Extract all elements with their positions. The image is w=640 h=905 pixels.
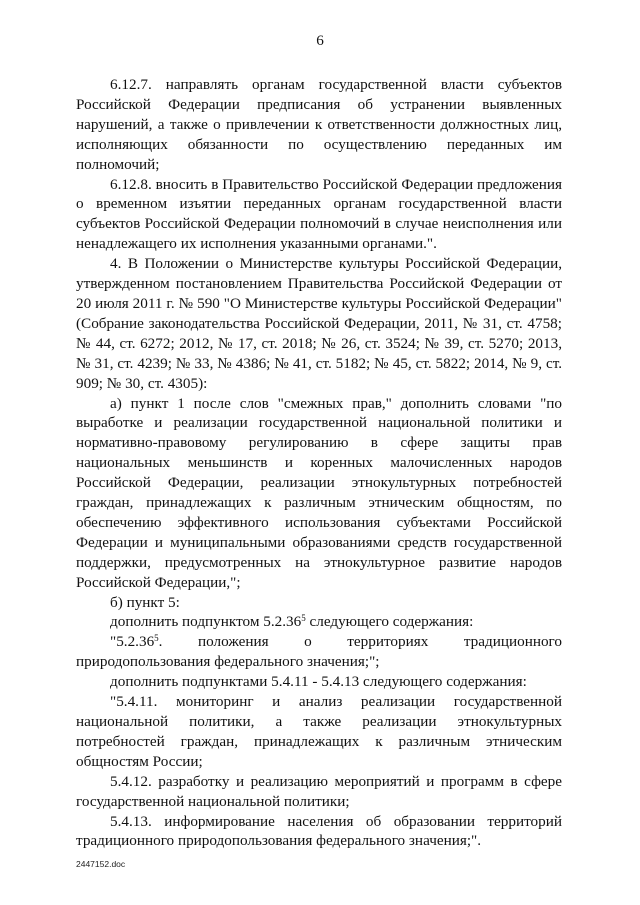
quote-5-4-11: "5.4.11. мониторинг и анализ реализации государственной национальной политики, а также реализации этнокультурных потребностей граждан, принадлежащих к различным этническим общностям России; [76,693,562,770]
paragraph-add-5-2-36 [76,612,562,632]
paragraph-6-12-8: 6.12.8. вносить в Правительство Российской Федерации предложения о временном изъятии переданных органам государственной власти субъектов Российской Федерации полномочий в случае неисполнения или ненадлежащего их исполнения указанными органами.". [76,175,562,253]
quote-5-2-36 [76,632,562,672]
paragraph-subitem-b: б) пункт 5: [110,593,180,611]
superscript: 5 [154,633,159,644]
text-before: "5.2.36 [110,633,155,651]
text-before: дополнить подпунктом 5.2.36 [110,613,302,631]
quote-5-4-12: 5.4.12. разработку и реализацию мероприятий и программ в сфере государственной национальной политики; [76,772,562,810]
document-body [76,75,562,851]
footer-document-code: 2447152.doc [76,859,126,869]
paragraph-subitem-a: а) пункт 1 после слов "смежных прав," дополнить словами "по выработке и реализации государственной национальной политики и нормативно-правовому регулированию в сфере защиты прав национальных меньшинств и коренных малочисленных народов Российской Федерации, реализации этнокультурных потребностей граждан, принадлежащих к различным этническим общностям, по обеспечению эффективного использования субъектами Российской Федерации и муниципальными образованиями средств государственной поддержки, предусмотренных на этнокультурное развитие народов Российской Федерации,"; [76,394,562,591]
superscript: 5 [301,613,306,624]
text-after: следующего содержания: [305,613,474,631]
quote-5-4-13: 5.4.13. информирование населения об образовании территорий традиционного природопользования федерального значения;". [76,812,562,850]
paragraph-6-12-7: 6.12.7. направлять органам государственной власти субъектов Российской Федерации предписания об устранении выявленных нарушений, а также о привлечении к ответственности должностных лиц, исполняющих обязанности по осуществлению переданных им полномочий; [76,76,562,173]
text-after: . положения о территориях традиционного природопользования федерального значения;"; [76,633,562,671]
page-number: 6 [316,32,324,49]
paragraph-item-4: 4. В Положении о Министерстве культуры Российской Федерации, утвержденном постановлением Правительства Российской Федерации от 20 июля 2011 г. № 590 "О Министерстве культуры Российской Федерации" (Собрание законодательства Российской Федерации, 2011, № 31, ст. 4758; № 44, ст. 6272; 2012, № 17, ст. 2018; № 26, ст. 3524; № 39, ст. 5270; 2013, № 31, ст. 4239; № 33, № 4386; № 41, ст. 5182; № 45, ст. 5822; 2014, № 9, ст. 909; № 30, ст. 4305): [76,255,562,392]
paragraph-add-5-4-11-13: дополнить подпунктами 5.4.11 - 5.4.13 следующего содержания: [110,673,527,691]
